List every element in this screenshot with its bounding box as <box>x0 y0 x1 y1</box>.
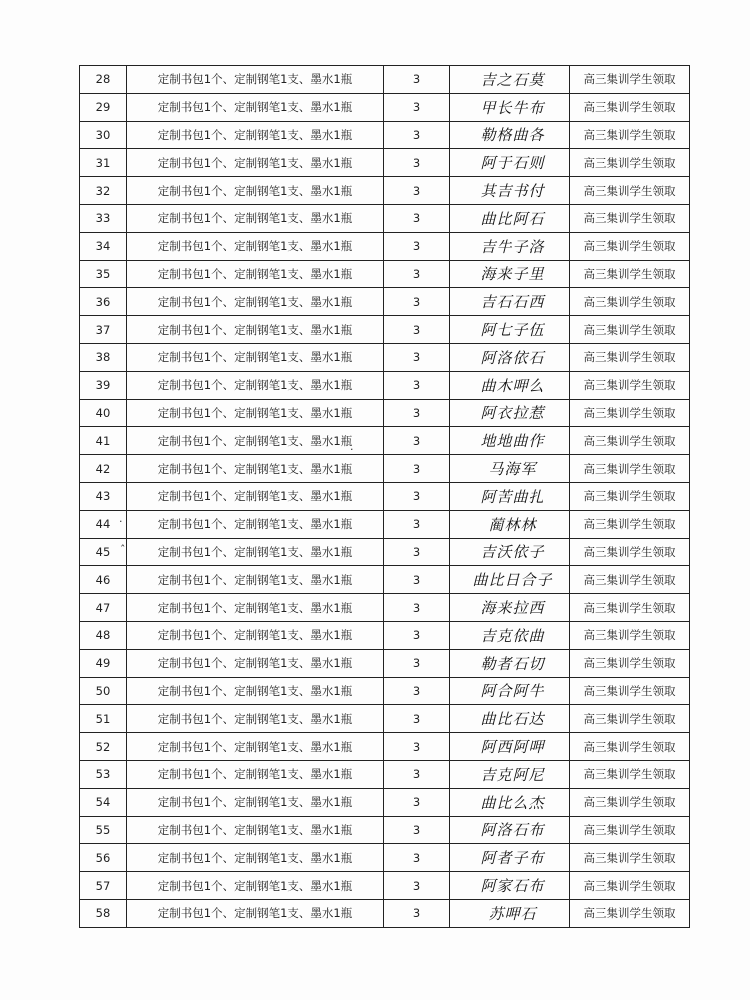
item-description-cell: 定制书包1个、定制钢笔1支、墨水1瓶 <box>127 93 384 121</box>
signature-cell: 阿七子伍 <box>450 316 570 344</box>
signature-cell: 甲长牛布 <box>450 93 570 121</box>
row-number-cell: 36 <box>80 288 127 316</box>
quantity-cell: 3 <box>384 538 450 566</box>
stray-pen-mark: · <box>119 515 123 528</box>
remark-cell: 高三集训学生领取 <box>570 177 690 205</box>
remark-cell: 高三集训学生领取 <box>570 538 690 566</box>
quantity-cell: 3 <box>384 594 450 622</box>
row-number-cell: 33 <box>80 204 127 232</box>
item-description-cell: 定制书包1个、定制钢笔1支、墨水1瓶 <box>127 482 384 510</box>
quantity-cell: 3 <box>384 427 450 455</box>
row-number-cell: 56 <box>80 844 127 872</box>
receipt-table <box>79 65 690 928</box>
quantity-cell: 3 <box>384 93 450 121</box>
remark-cell: 高三集训学生领取 <box>570 816 690 844</box>
item-description-cell: 定制书包1个、定制钢笔1支、墨水1瓶 <box>127 510 384 538</box>
remark-cell: 高三集训学生领取 <box>570 427 690 455</box>
item-description-cell: 定制书包1个、定制钢笔1支、墨水1瓶 <box>127 232 384 260</box>
signature-cell: 阿衣拉惹 <box>450 399 570 427</box>
table-row <box>80 872 690 900</box>
row-number-cell: 51 <box>80 705 127 733</box>
signature-cell: 曲比阿石 <box>450 204 570 232</box>
row-number-cell: 46 <box>80 566 127 594</box>
table-row <box>80 399 690 427</box>
item-description-cell: 定制书包1个、定制钢笔1支、墨水1瓶 <box>127 872 384 900</box>
stray-pen-mark: ˆ <box>120 543 126 556</box>
remark-cell: 高三集训学生领取 <box>570 371 690 399</box>
remark-cell: 高三集训学生领取 <box>570 232 690 260</box>
row-number-cell: 37 <box>80 316 127 344</box>
item-description-cell: 定制书包1个、定制钢笔1支、墨水1瓶 <box>127 66 384 94</box>
item-description-cell: 定制书包1个、定制钢笔1支、墨水1瓶 <box>127 204 384 232</box>
remark-cell: 高三集训学生领取 <box>570 455 690 483</box>
quantity-cell: 3 <box>384 66 450 94</box>
quantity-cell: 3 <box>384 510 450 538</box>
table-row <box>80 371 690 399</box>
item-description-cell: 定制书包1个、定制钢笔1支、墨水1瓶 <box>127 844 384 872</box>
quantity-cell: 3 <box>384 788 450 816</box>
row-number-cell: 28 <box>80 66 127 94</box>
remark-cell: 高三集训学生领取 <box>570 649 690 677</box>
row-number-cell: 49 <box>80 649 127 677</box>
row-number-cell: 48 <box>80 621 127 649</box>
remark-cell: 高三集训学生领取 <box>570 594 690 622</box>
table-row <box>80 482 690 510</box>
item-description-cell: 定制书包1个、定制钢笔1支、墨水1瓶 <box>127 733 384 761</box>
quantity-cell: 3 <box>384 455 450 483</box>
signature-cell: 曲比么杰 <box>450 788 570 816</box>
item-description-cell: 定制书包1个、定制钢笔1支、墨水1瓶 <box>127 371 384 399</box>
item-description-cell: 定制书包1个、定制钢笔1支、墨水1瓶 <box>127 538 384 566</box>
signature-cell: 蔺林林 <box>450 510 570 538</box>
table-row <box>80 621 690 649</box>
signature-cell: 曲木呷么 <box>450 371 570 399</box>
remark-cell: 高三集训学生领取 <box>570 566 690 594</box>
remark-cell: 高三集训学生领取 <box>570 204 690 232</box>
table-row <box>80 649 690 677</box>
table-row <box>80 733 690 761</box>
table-row <box>80 260 690 288</box>
quantity-cell: 3 <box>384 149 450 177</box>
row-number-cell: 45 <box>80 538 127 566</box>
table-row <box>80 816 690 844</box>
item-description-cell: 定制书包1个、定制钢笔1支、墨水1瓶 <box>127 316 384 344</box>
item-description-cell: 定制书包1个、定制钢笔1支、墨水1瓶 <box>127 288 384 316</box>
table-row <box>80 427 690 455</box>
row-number-cell: 57 <box>80 872 127 900</box>
item-description-cell: 定制书包1个、定制钢笔1支、墨水1瓶 <box>127 705 384 733</box>
item-description-cell: 定制书包1个、定制钢笔1支、墨水1瓶 <box>127 177 384 205</box>
quantity-cell: 3 <box>384 399 450 427</box>
row-number-cell: 44 <box>80 510 127 538</box>
signature-cell: 地地曲作 <box>450 427 570 455</box>
quantity-cell: 3 <box>384 121 450 149</box>
quantity-cell: 3 <box>384 204 450 232</box>
row-number-cell: 50 <box>80 677 127 705</box>
signature-cell: 马海军 <box>450 455 570 483</box>
signature-cell: 勒者石切 <box>450 649 570 677</box>
quantity-cell: 3 <box>384 343 450 371</box>
signature-cell: 吉石石西 <box>450 288 570 316</box>
signature-cell: 勒格曲各 <box>450 121 570 149</box>
row-number-cell: 29 <box>80 93 127 121</box>
signature-cell: 阿洛石布 <box>450 816 570 844</box>
row-number-cell: 30 <box>80 121 127 149</box>
row-number-cell: 52 <box>80 733 127 761</box>
item-description-cell: 定制书包1个、定制钢笔1支、墨水1瓶 <box>127 566 384 594</box>
table-row <box>80 121 690 149</box>
quantity-cell: 3 <box>384 316 450 344</box>
signature-cell: 阿合阿牛 <box>450 677 570 705</box>
signature-cell: 吉之石莫 <box>450 66 570 94</box>
signature-cell: 阿苦曲扎 <box>450 482 570 510</box>
table-row <box>80 677 690 705</box>
quantity-cell: 3 <box>384 649 450 677</box>
quantity-cell: 3 <box>384 677 450 705</box>
remark-cell: 高三集训学生领取 <box>570 343 690 371</box>
table-row <box>80 566 690 594</box>
item-description-cell: 定制书包1个、定制钢笔1支、墨水1瓶 <box>127 621 384 649</box>
remark-cell: 高三集训学生领取 <box>570 760 690 788</box>
row-number-cell: 55 <box>80 816 127 844</box>
remark-cell: 高三集训学生领取 <box>570 399 690 427</box>
table-row <box>80 316 690 344</box>
item-description-cell: 定制书包1个、定制钢笔1支、墨水1瓶 <box>127 149 384 177</box>
item-description-cell: 定制书包1个、定制钢笔1支、墨水1瓶 <box>127 677 384 705</box>
quantity-cell: 3 <box>384 733 450 761</box>
row-number-cell: 42 <box>80 455 127 483</box>
quantity-cell: 3 <box>384 872 450 900</box>
table-row <box>80 66 690 94</box>
row-number-cell: 32 <box>80 177 127 205</box>
remark-cell: 高三集训学生领取 <box>570 482 690 510</box>
row-number-cell: 40 <box>80 399 127 427</box>
quantity-cell: 3 <box>384 705 450 733</box>
item-description-cell: 定制书包1个、定制钢笔1支、墨水1瓶 <box>127 899 384 927</box>
table-row <box>80 538 690 566</box>
item-description-cell: 定制书包1个、定制钢笔1支、墨水1瓶 <box>127 649 384 677</box>
row-number-cell: 38 <box>80 343 127 371</box>
signature-cell: 其吉书付 <box>450 177 570 205</box>
quantity-cell: 3 <box>384 260 450 288</box>
item-description-cell: 定制书包1个、定制钢笔1支、墨水1瓶 <box>127 788 384 816</box>
signature-cell: 阿者子布 <box>450 844 570 872</box>
quantity-cell: 3 <box>384 899 450 927</box>
remark-cell: 高三集训学生领取 <box>570 899 690 927</box>
signature-cell: 阿家石布 <box>450 872 570 900</box>
row-number-cell: 47 <box>80 594 127 622</box>
signature-cell: 海来拉西 <box>450 594 570 622</box>
item-description-cell: 定制书包1个、定制钢笔1支、墨水1瓶 <box>127 260 384 288</box>
quantity-cell: 3 <box>384 621 450 649</box>
table-row <box>80 149 690 177</box>
remark-cell: 高三集训学生领取 <box>570 788 690 816</box>
signature-cell: 苏呷石 <box>450 899 570 927</box>
remark-cell: 高三集训学生领取 <box>570 93 690 121</box>
item-description-cell: 定制书包1个、定制钢笔1支、墨水1瓶 <box>127 760 384 788</box>
table-row <box>80 594 690 622</box>
signature-cell: 阿洛依石 <box>450 343 570 371</box>
item-description-cell: 定制书包1个、定制钢笔1支、墨水1瓶 <box>127 399 384 427</box>
quantity-cell: 3 <box>384 816 450 844</box>
row-number-cell: 54 <box>80 788 127 816</box>
table-row <box>80 177 690 205</box>
quantity-cell: 3 <box>384 482 450 510</box>
item-description-cell: 定制书包1个、定制钢笔1支、墨水1瓶 <box>127 455 384 483</box>
quantity-cell: 3 <box>384 566 450 594</box>
remark-cell: 高三集训学生领取 <box>570 872 690 900</box>
signature-cell: 海来子里 <box>450 260 570 288</box>
receipt-table-body <box>80 66 690 928</box>
quantity-cell: 3 <box>384 760 450 788</box>
remark-cell: 高三集训学生领取 <box>570 121 690 149</box>
signature-cell: 吉牛子洛 <box>450 232 570 260</box>
remark-cell: 高三集训学生领取 <box>570 288 690 316</box>
quantity-cell: 3 <box>384 232 450 260</box>
table-row <box>80 705 690 733</box>
signature-cell: 吉克阿尼 <box>450 760 570 788</box>
remark-cell: 高三集训学生领取 <box>570 66 690 94</box>
row-number-cell: 34 <box>80 232 127 260</box>
item-description-cell: 定制书包1个、定制钢笔1支、墨水1瓶 <box>127 343 384 371</box>
quantity-cell: 3 <box>384 844 450 872</box>
remark-cell: 高三集训学生领取 <box>570 149 690 177</box>
table-row <box>80 204 690 232</box>
row-number-cell: 58 <box>80 899 127 927</box>
remark-cell: 高三集训学生领取 <box>570 705 690 733</box>
signature-cell: 阿西阿呷 <box>450 733 570 761</box>
signature-cell: 曲比石达 <box>450 705 570 733</box>
remark-cell: 高三集训学生领取 <box>570 733 690 761</box>
row-number-cell: 41 <box>80 427 127 455</box>
row-number-cell: 35 <box>80 260 127 288</box>
table-row <box>80 455 690 483</box>
table-row <box>80 844 690 872</box>
table-row <box>80 788 690 816</box>
item-description-cell: 定制书包1个、定制钢笔1支、墨水1瓶 <box>127 427 384 455</box>
signature-cell: 吉克依曲 <box>450 621 570 649</box>
table-row <box>80 899 690 927</box>
stray-pen-mark: · <box>350 443 354 456</box>
table-row <box>80 288 690 316</box>
table-row <box>80 510 690 538</box>
item-description-cell: 定制书包1个、定制钢笔1支、墨水1瓶 <box>127 121 384 149</box>
table-row <box>80 93 690 121</box>
row-number-cell: 31 <box>80 149 127 177</box>
item-description-cell: 定制书包1个、定制钢笔1支、墨水1瓶 <box>127 594 384 622</box>
quantity-cell: 3 <box>384 288 450 316</box>
remark-cell: 高三集训学生领取 <box>570 844 690 872</box>
quantity-cell: 3 <box>384 177 450 205</box>
table-row <box>80 343 690 371</box>
quantity-cell: 3 <box>384 371 450 399</box>
remark-cell: 高三集训学生领取 <box>570 316 690 344</box>
row-number-cell: 43 <box>80 482 127 510</box>
remark-cell: 高三集训学生领取 <box>570 510 690 538</box>
table-row <box>80 760 690 788</box>
remark-cell: 高三集训学生领取 <box>570 260 690 288</box>
remark-cell: 高三集训学生领取 <box>570 621 690 649</box>
signature-cell: 吉沃依子 <box>450 538 570 566</box>
row-number-cell: 39 <box>80 371 127 399</box>
signature-cell: 曲比日合子 <box>450 566 570 594</box>
item-description-cell: 定制书包1个、定制钢笔1支、墨水1瓶 <box>127 816 384 844</box>
remark-cell: 高三集训学生领取 <box>570 677 690 705</box>
table-row <box>80 232 690 260</box>
signature-cell: 阿于石则 <box>450 149 570 177</box>
row-number-cell: 53 <box>80 760 127 788</box>
